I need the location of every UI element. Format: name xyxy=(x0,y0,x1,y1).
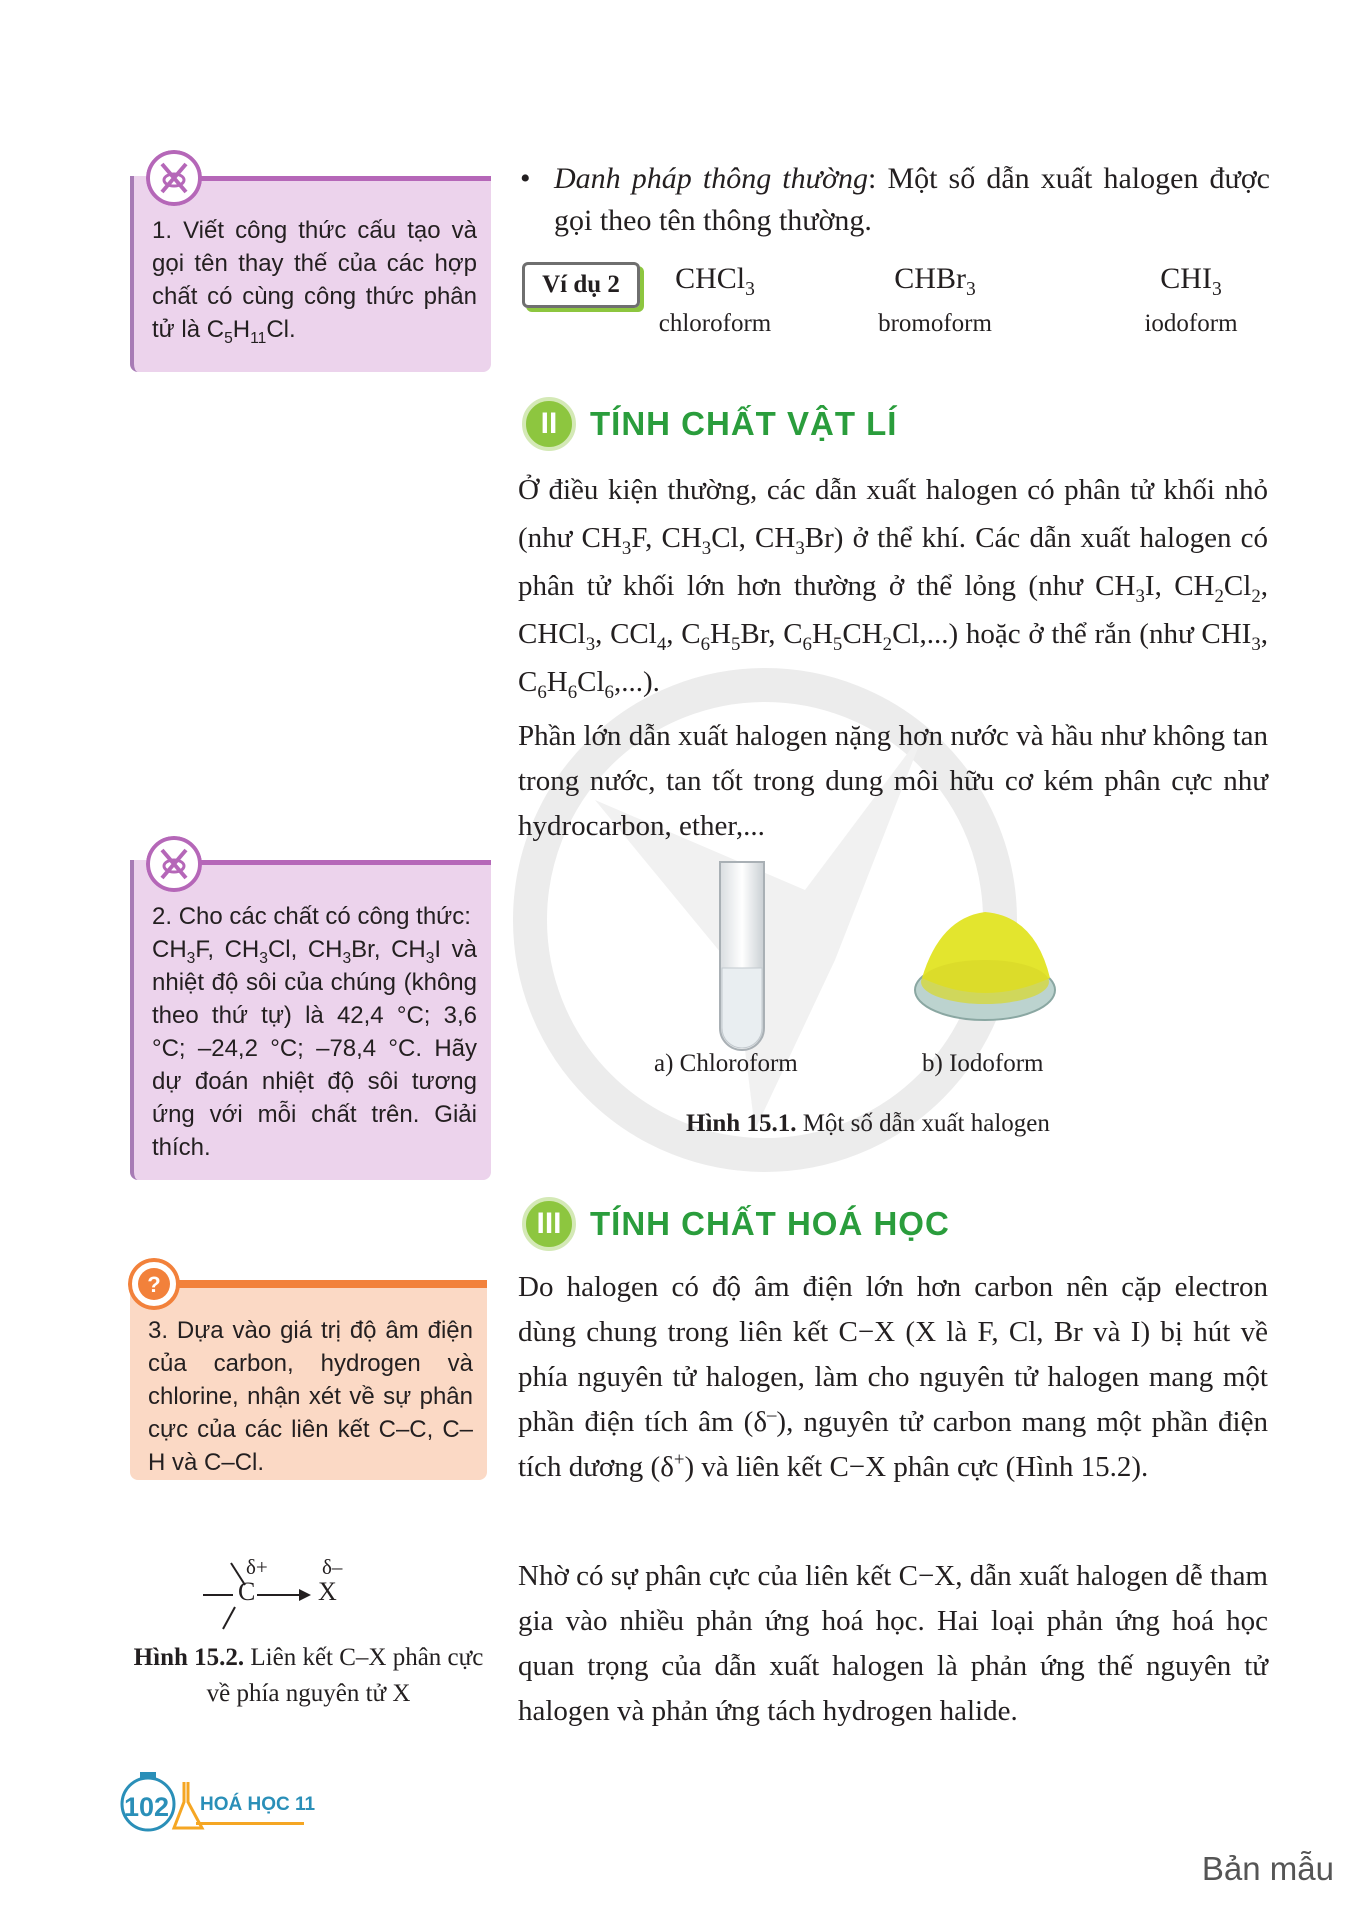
delta-plus: δ+ xyxy=(246,1555,268,1579)
svg-text:?: ? xyxy=(147,1272,161,1297)
figure-15-2-caption: Hình 15.2. Liên kết C–X phân cực về phía nguyên tử X xyxy=(133,1644,484,1707)
chemical-properties-paragraph-2: Nhờ có sự phân cực của liên kết C−X, dẫn xuất halogen dễ tham gia vào nhiều phản ứng hoá học. Hai loại phản ứng hoá học quan trọng của dẫn xuất halogen là phản ứng thế nguyên tử halogen và phản ứng tách hydrogen halide. xyxy=(518,1560,1268,1727)
section-2-number: II xyxy=(522,397,576,451)
question-mark-icon xyxy=(128,1258,180,1310)
book-title: HOÁ HỌC 11 xyxy=(200,1794,316,1815)
page-number: 102 xyxy=(124,1792,170,1822)
formula-chcl3: CHCl$_3$ xyxy=(675,262,755,300)
section-3-number: III xyxy=(522,1197,576,1251)
name-chloroform: chloroform xyxy=(658,310,772,337)
name-iodoform: iodoform xyxy=(1144,310,1238,337)
common-names-paragraph: • Danh pháp thông thường: Một số dẫn xuất halogen được gọi theo tên thông thường. xyxy=(520,162,1270,237)
atom-c: C xyxy=(238,1577,256,1606)
delta-minus: δ– xyxy=(322,1555,343,1579)
flask-icon xyxy=(146,836,202,892)
formula-chi3: $CHI_3$ xyxy=(1160,262,1222,300)
sample-stamp: Bản mẫu xyxy=(1201,1850,1334,1887)
figure-15-1-caption: Hình 15.1. Một số dẫn xuất halogen xyxy=(686,1110,1050,1137)
figure-15-1-label-a: a) Chloroform xyxy=(654,1050,798,1077)
question-box-1: 1. Viết công thức cấu tạo và gọi tên thay thế của các hợp chất có cùng công thức phân tử là $C_5H_{11}Cl$. xyxy=(130,176,491,372)
figure-15-1-label-b: b) Iodoform xyxy=(922,1050,1044,1077)
section-2-title: TÍNH CHẤT VẬT LÍ xyxy=(590,405,898,442)
footer-underline xyxy=(196,1822,304,1825)
example-label: Ví dụ 2 xyxy=(522,262,640,308)
section-3-title: TÍNH CHẤT HOÁ HỌC xyxy=(590,1205,950,1242)
chemical-properties-paragraph-1: Do halogen có độ âm điện lớn hơn carbon nên cặp electron dùng chung trong liên kết C−X (X là F, Cl, Br và I) bị hút về phía nguyên tử halogen, làm cho nguyên tử halogen mang một phần điện tích âm (δ–), nguyên tử carbon mang một phần điện tích dương (δ+) và liên kết C−X phân cực (Hình 15.2). xyxy=(518,1271,1268,1483)
iodoform-dish-image xyxy=(910,898,1060,1028)
name-bromoform: bromoform xyxy=(878,310,992,337)
polar-bond-diagram xyxy=(195,1555,375,1645)
flask-icon xyxy=(146,150,202,206)
section-2-heading xyxy=(522,398,897,450)
chloroform-test-tube-image xyxy=(712,858,772,1058)
physical-properties-paragraph-1: Ở điều kiện thường, các dẫn xuất halogen có phân tử khối nhỏ (như $CH_3F$, $CH_3Cl$, $CH_3Br$) ở thể khí. Các dẫn xuất halogen có phân tử khối lớn hơn thường ở thể lỏng (như $CH_3I$, $CH_2Cl_2$, CHCl$_3$, CCl$_4$, $C_6H_5Br$, $C_6H_5CH_2Cl$,...) hoặc ở thể rắn (như $CHI_3$, $C_6H_6Cl_6$,...). xyxy=(518,474,1268,703)
question-box-2: 2. Cho các chất có công thức: $CH_3F$, $CH_3Cl$, $CH_3Br$, $CH_3I$ và nhiệt độ sôi của chúng (không theo thứ tự) là 42,4 °C; 3,6 °C; –24,2 °C; –78,4 °C. Hãy dự đoán nhiệt độ sôi tương ứng với mỗi chất trên. Giải thích. xyxy=(130,860,491,1180)
question-3-text: 3. Dựa vào giá trị độ âm điện của carbon, hydrogen và chlorine, nhận xét về sự phân cực của các liên kết C–C, C–H và C–Cl. xyxy=(148,1317,473,1476)
physical-properties-paragraph-2: Phần lớn dẫn xuất halogen nặng hơn nước và hầu như không tan trong nước, tan tốt trong dung môi hữu cơ kém phân cực như hydrocarbon, ether,... xyxy=(518,720,1268,842)
question-box-3 xyxy=(130,1280,487,1480)
section-3-heading xyxy=(522,1198,950,1250)
atom-x: X xyxy=(318,1577,337,1606)
formula-chbr3: CHBr$_3$ xyxy=(894,262,976,300)
